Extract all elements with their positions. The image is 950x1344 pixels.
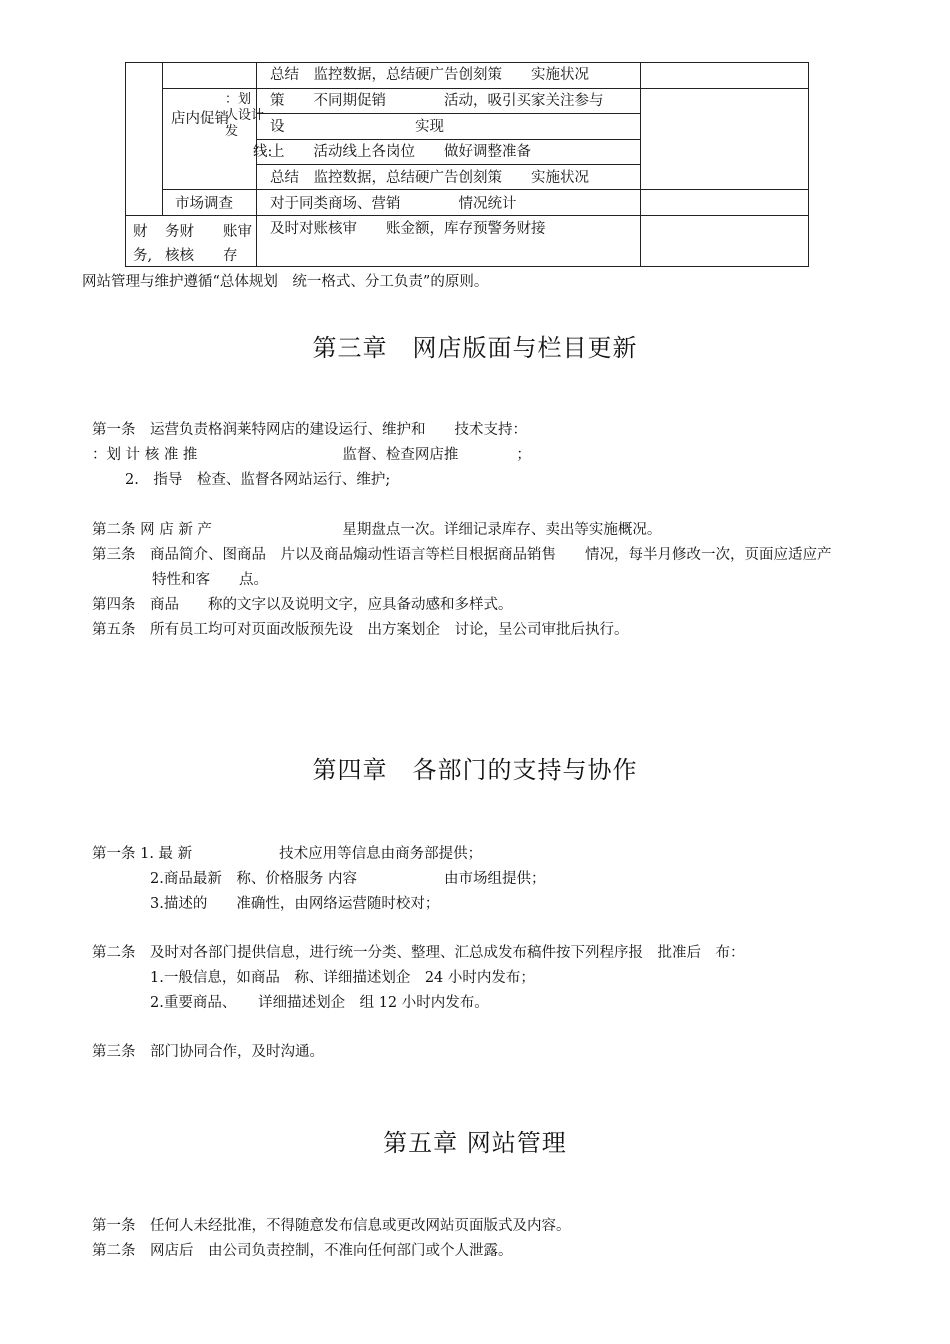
table-cell-prefix: 线:: [253, 144, 273, 160]
note-text: 网站管理与维护遵循“总体规划 统一格式、分工负责”的原则。: [82, 274, 489, 290]
table-cell-category: 财 务,: [133, 224, 162, 264]
paragraph: 3.描述的 准确性，由网络运营随时校对；: [150, 896, 440, 912]
paragraph: 第四条 商品 称的文字以及说明文字，应具备动感和多样式。: [92, 597, 513, 613]
paragraph: 第三条 商品简介、图商品 片以及商品煽动性语言等栏目根据商品销售 情况，每半月修改一次，页面应适应产: [92, 547, 832, 563]
table-rule: [256, 113, 640, 114]
paragraph: ：划 计 核 准 推 监督、检查网店推 ；: [92, 447, 531, 463]
table-cell: 及时对账核审 账金额，库存预警务财接: [270, 221, 546, 237]
table-cell: 上 活动线上各岗位 做好调整准备: [270, 144, 531, 160]
paragraph: 第三条 部门协同合作，及时沟通。: [92, 1044, 324, 1060]
table-rule: [162, 62, 163, 215]
table-rule: [256, 164, 640, 165]
paragraph: 第五条 所有员工均可对页面改版预先设 出方案划企 讨论，呈公司审批后执行。: [92, 622, 629, 638]
table-rule: [162, 88, 809, 89]
paragraph: 第二条 网店后 由公司负责控制，不准向任何部门或个人泄露。: [92, 1243, 513, 1259]
table-cell: 总结 监控数据，总结硬广告创刻策 实施状况: [270, 170, 589, 186]
table-cell: 策 不同期促销 活动，吸引买家关注参与: [270, 93, 604, 109]
table-rule: [125, 215, 809, 216]
table-rule: [256, 139, 640, 140]
paragraph: 第一条 任何人未经批准，不得随意发布信息或更改网站页面版式及内容。: [92, 1218, 571, 1234]
table-cell-category: 店内促销: [171, 111, 229, 127]
table-cell-category: 务财 账审 核核 存: [165, 224, 252, 264]
paragraph: 2.商品最新 称、价格服务 内容 由市场组提供；: [150, 871, 546, 887]
paragraph: 第二条 及时对各部门提供信息，进行统一分类、整理、汇总成发布稿件按下列程序报 批准后 布：: [92, 945, 745, 961]
chapter-title: 第四章 各部门的支持与协作: [312, 756, 638, 784]
paragraph: 1.一般信息，如商品 称、详细描述划企 24 小时内发布；: [150, 970, 535, 986]
table-rule: [808, 62, 809, 267]
paragraph: 第一条 运营负责格润莱特网店的建设运行、维护和 技术支持：: [92, 422, 527, 438]
task-table: [125, 62, 809, 267]
paragraph: 2. 指导 检查、监督各网站运行、维护;: [125, 472, 391, 488]
table-cell-category: 市场调查: [175, 196, 233, 212]
table-rule: [640, 62, 641, 267]
table-cell: 设 实现: [270, 119, 444, 135]
chapter-title: 第三章 网店版面与栏目更新: [312, 334, 638, 362]
paragraph: 特性和客 点。: [152, 572, 268, 588]
paragraph: 2.重要商品、 详细描述划企 组 12 小时内发布。: [150, 995, 489, 1011]
paragraph: 第一条 1. 最 新 技术应用等信息由商务部提供；: [92, 846, 483, 862]
table-rule: [125, 62, 126, 267]
table-rule: [125, 62, 809, 63]
table-cell-prefix: ：划 人设计 发: [225, 92, 265, 139]
table-cell: 总结 监控数据，总结硬广告创刻策 实施状况: [270, 67, 589, 83]
paragraph: 第二条 网 店 新 产 星期盘点一次。详细记录库存、卖出等实施概况。: [92, 522, 662, 538]
table-rule: [162, 189, 809, 190]
chapter-title: 第五章 网站管理: [383, 1129, 567, 1157]
table-cell: 对于同类商场、营销 情况统计: [270, 196, 517, 212]
